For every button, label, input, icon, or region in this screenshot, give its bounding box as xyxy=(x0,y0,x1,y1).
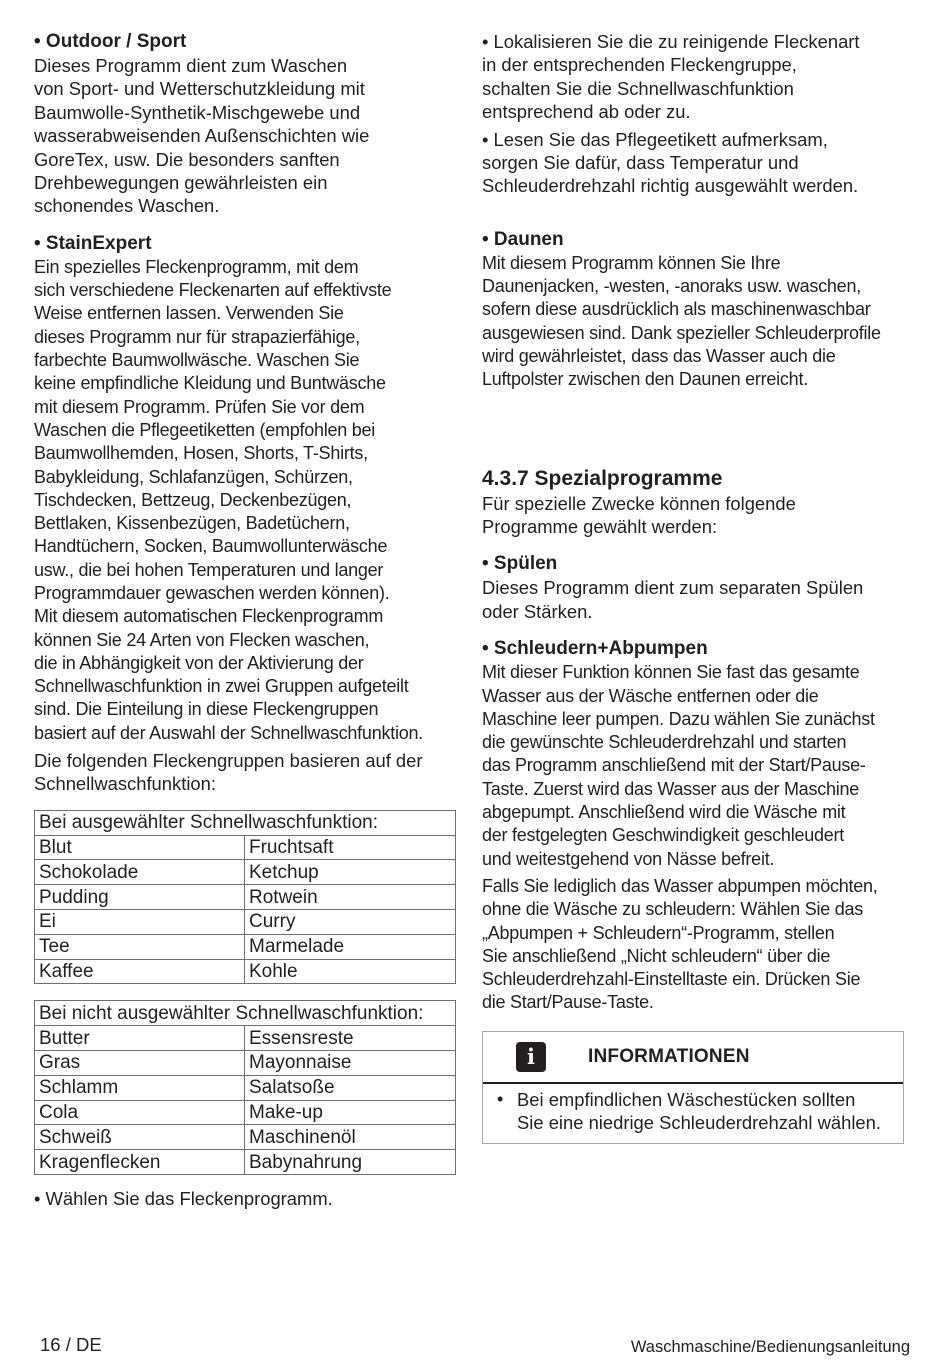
document-title: Waschmaschine/Bedienungsanleitung xyxy=(630,1338,910,1356)
outdoor-text xyxy=(34,54,464,218)
text-line: Bettlaken, Kissenbezügen, Badetüchern, xyxy=(34,513,350,534)
schleudern-text-2 xyxy=(482,875,914,1015)
table-cell: Essensreste xyxy=(245,1026,456,1051)
text-line: Weise entfernen lassen. Verwenden Sie xyxy=(34,303,344,324)
text-line: von Sport- und Wetterschutzkleidung mit xyxy=(34,78,365,100)
schleudern-section xyxy=(482,637,914,1014)
table-row xyxy=(35,1051,456,1076)
table-row xyxy=(35,860,456,885)
stainexpert-text xyxy=(34,256,464,745)
text-line: Sie eine niedrige Schleuderdrehzahl wählen. xyxy=(517,1112,881,1134)
table-row xyxy=(35,934,456,959)
table-cell: Mayonnaise xyxy=(245,1051,456,1076)
text-line: Für spezielle Zwecke können folgende xyxy=(482,492,796,514)
text-line: schalten Sie die Schnellwaschfunktion xyxy=(482,77,794,99)
text-line: sorgen Sie dafür, dass Temperatur und xyxy=(482,152,799,174)
table-cell: Ei xyxy=(35,910,245,935)
table-cell: Kohle xyxy=(245,959,456,984)
text-line: Mit diesem automatischen Fleckenprogramm xyxy=(34,606,384,627)
page-number: 16 / DE xyxy=(40,1334,102,1355)
text-line: farbechte Baumwollwäsche. Waschen Sie xyxy=(34,350,360,371)
table-cell: Babynahrung xyxy=(245,1150,456,1175)
text-line: Schleuderdrehzahl richtig ausgewählt werden. xyxy=(482,175,859,197)
table-cell: Rotwein xyxy=(245,885,456,910)
text-line: Wasser aus der Wäsche entfernen oder die xyxy=(482,685,819,706)
text-line: die Start/Pause-Taste. xyxy=(482,992,654,1013)
table-row xyxy=(35,959,456,984)
text-line: Handtüchern, Socken, Baumwollunterwäsche xyxy=(34,536,388,557)
text-line: wird gewährleistet, dass das Wasser auch die xyxy=(482,346,836,367)
text-line: GoreTex, usw. Die besonders sanften xyxy=(34,148,340,170)
stainexpert-heading: • StainExpert xyxy=(34,232,152,254)
table-cell: Fruchtsaft xyxy=(245,835,456,860)
text-line: Babykleidung, Schlafanzügen, Schürzen, xyxy=(34,466,353,487)
text-line: abgepumpt. Anschließend wird die Wäsche mit xyxy=(482,802,846,823)
text-line: Waschen die Pflegeetiketten (empfohlen bei xyxy=(34,419,376,440)
text-line: Luftpolster zwischen den Daunen erreicht. xyxy=(482,369,808,390)
text-line: sofern diese ausdrücklich als maschinenwaschbar xyxy=(482,299,871,320)
left-column xyxy=(34,30,464,1210)
text-line: und weitestgehend von Nässe befreit. xyxy=(482,848,775,869)
text-line: der festgelegten Geschwindigkeit geschleudert xyxy=(482,825,844,846)
table-cell: Kaffee xyxy=(35,959,245,984)
table-header-row xyxy=(35,1001,456,1026)
text-line: Baumwollhemden, Hosen, Shorts, T-Shirts, xyxy=(34,443,368,464)
table-cell: Make-up xyxy=(245,1100,456,1125)
table-row xyxy=(35,885,456,910)
spuelen-text xyxy=(482,576,914,623)
table-cell: Blut xyxy=(35,835,245,860)
info-bullet: • xyxy=(497,1088,504,1109)
text-line: wasserabweisenden Außenschichten wie xyxy=(34,125,370,147)
info-box xyxy=(482,1031,904,1144)
text-line: können Sie 24 Arten von Flecken waschen, xyxy=(34,629,370,650)
text-line: Tischdecken, Bettzeug, Deckenbezügen, xyxy=(34,489,352,510)
table-header: Bei ausgewählter Schnellwaschfunktion: xyxy=(35,810,456,835)
info-header xyxy=(483,1032,903,1084)
table-cell: Schweiß xyxy=(35,1125,245,1150)
text-line: Taste. Zuerst wird das Wasser aus der Maschine xyxy=(482,778,859,799)
table-cell: Tee xyxy=(35,934,245,959)
section-title: 4.3.7 Spezialprogramme xyxy=(482,466,723,490)
text-line: entsprechend ab oder zu. xyxy=(482,101,691,123)
schleudern-text xyxy=(482,661,914,871)
text-line: die in Abhängigkeit von der Aktivierung der xyxy=(34,652,364,673)
table-cell: Marmelade xyxy=(245,934,456,959)
stain-table-quickwash-on xyxy=(34,810,456,985)
table-cell: Butter xyxy=(35,1026,245,1051)
table-cell: Maschinenöl xyxy=(245,1125,456,1150)
text-line: das Programm anschließend mit der Start/Pause- xyxy=(482,755,866,776)
text-line: Die folgenden Fleckengruppen basieren auf der xyxy=(34,750,423,772)
text-line: mit diesem Programm. Prüfen Sie vor dem xyxy=(34,396,365,417)
text-line: dieses Programm nur für strapazierfähige, xyxy=(34,326,360,347)
text-line: Dieses Programm dient zum separaten Spülen xyxy=(482,577,864,599)
table-cell: Kragenflecken xyxy=(35,1150,245,1175)
table-row xyxy=(35,1100,456,1125)
text-line: Baumwolle-Synthetik-Mischgewebe und xyxy=(34,101,361,123)
table-cell: Ketchup xyxy=(245,860,456,885)
table-header-row xyxy=(35,810,456,835)
text-line: Dieses Programm dient zum Waschen xyxy=(34,55,348,76)
text-line: Maschine leer pumpen. Dazu wählen Sie zunächst xyxy=(482,708,875,729)
info-title: INFORMATIONEN xyxy=(588,1045,750,1067)
bullet-care-label xyxy=(482,128,914,198)
text-line: Schnellwaschfunktion: xyxy=(34,773,216,795)
text-line: sich verschiedene Fleckenarten auf effektivste xyxy=(34,280,392,301)
text-line: ausgewiesen sind. Dank spezieller Schleuderprofile xyxy=(482,322,881,343)
table-cell: Pudding xyxy=(35,885,245,910)
section-intro xyxy=(482,492,914,539)
text-line: sind. Die Einteilung in diese Fleckengruppen xyxy=(34,699,379,720)
text-line: Drehbewegungen gewährleisten ein xyxy=(34,172,328,194)
table-row xyxy=(35,910,456,935)
table-cell: Gras xyxy=(35,1051,245,1076)
schleudern-heading: • Schleudern+Abpumpen xyxy=(482,638,708,660)
text-line: Schleuderdrehzahl-Einstelltaste ein. Drücken Sie xyxy=(482,969,861,990)
right-column xyxy=(482,30,914,1144)
text-line: „Abpumpen + Schleudern“-Programm, stellen xyxy=(482,922,835,943)
daunen-heading: • Daunen xyxy=(482,228,564,250)
stain-instructions xyxy=(482,30,914,198)
text-line: Bei empfindlichen Wäschestücken sollten xyxy=(517,1088,856,1110)
table-cell: Salatsoße xyxy=(245,1075,456,1100)
stainexpert-groups-intro xyxy=(34,749,464,796)
text-line: basiert auf der Auswahl der Schnellwaschfunktion. xyxy=(34,722,423,743)
table-row xyxy=(35,1026,456,1051)
info-text xyxy=(517,1088,881,1135)
text-line: • Lesen Sie das Pflegeetikett aufmerksam, xyxy=(482,128,828,150)
text-line: oder Stärken. xyxy=(482,600,593,622)
text-line: die gewünschte Schleuderdrehzahl und starten xyxy=(482,732,847,753)
text-line: keine empfindliche Kleidung und Buntwäsche xyxy=(34,373,386,394)
table-cell: Curry xyxy=(245,910,456,935)
text-line: schonendes Waschen. xyxy=(34,195,220,217)
info-icon: i xyxy=(516,1042,546,1072)
outdoor-section xyxy=(34,30,464,218)
text-line: Falls Sie lediglich das Wasser abpumpen möchten, xyxy=(482,875,878,896)
bullet-locate-stain xyxy=(482,30,914,124)
spuelen-heading: • Spülen xyxy=(482,553,558,575)
text-line: Daunenjacken, -westen, -anoraks usw. waschen, xyxy=(482,276,861,297)
table-cell: Schokolade xyxy=(35,860,245,885)
daunen-section xyxy=(482,228,914,392)
select-stain-program-line: • Wählen Sie das Fleckenprogramm. xyxy=(34,1188,333,1210)
spuelen-section xyxy=(482,552,914,623)
daunen-text xyxy=(482,252,914,392)
text-line: ohne die Wäsche zu schleudern: Wählen Sie das xyxy=(482,899,863,920)
text-line: • Lokalisieren Sie die zu reinigende Fleckenart xyxy=(482,31,860,52)
info-body xyxy=(483,1084,903,1143)
text-line: Schnellwaschfunktion in zwei Gruppen aufgeteilt xyxy=(34,676,409,697)
text-line: in der entsprechenden Fleckengruppe, xyxy=(482,54,797,76)
table-header: Bei nicht ausgewählter Schnellwaschfunktion: xyxy=(35,1001,456,1026)
table-row xyxy=(35,1150,456,1175)
text-line: Ein spezielles Fleckenprogramm, mit dem xyxy=(34,256,359,277)
text-line: Programmdauer gewaschen werden können). xyxy=(34,583,390,603)
table-cell: Schlamm xyxy=(35,1075,245,1100)
table-row xyxy=(35,835,456,860)
table-row xyxy=(35,1125,456,1150)
text-line: Sie anschließend „Nicht schleudern“ über die xyxy=(482,945,831,966)
table-cell: Cola xyxy=(35,1100,245,1125)
special-programs-section xyxy=(482,466,914,539)
stainexpert-section xyxy=(34,232,464,796)
text-line: Mit dieser Funktion können Sie fast das gesamte xyxy=(482,662,860,683)
stain-table-quickwash-off xyxy=(34,1000,456,1175)
table-row xyxy=(35,1075,456,1100)
text-line: Mit diesem Programm können Sie Ihre xyxy=(482,252,781,273)
text-line: usw., die bei hohen Temperaturen und langer xyxy=(34,559,384,580)
text-line: Programme gewählt werden: xyxy=(482,516,718,538)
outdoor-heading: • Outdoor / Sport xyxy=(34,31,187,52)
